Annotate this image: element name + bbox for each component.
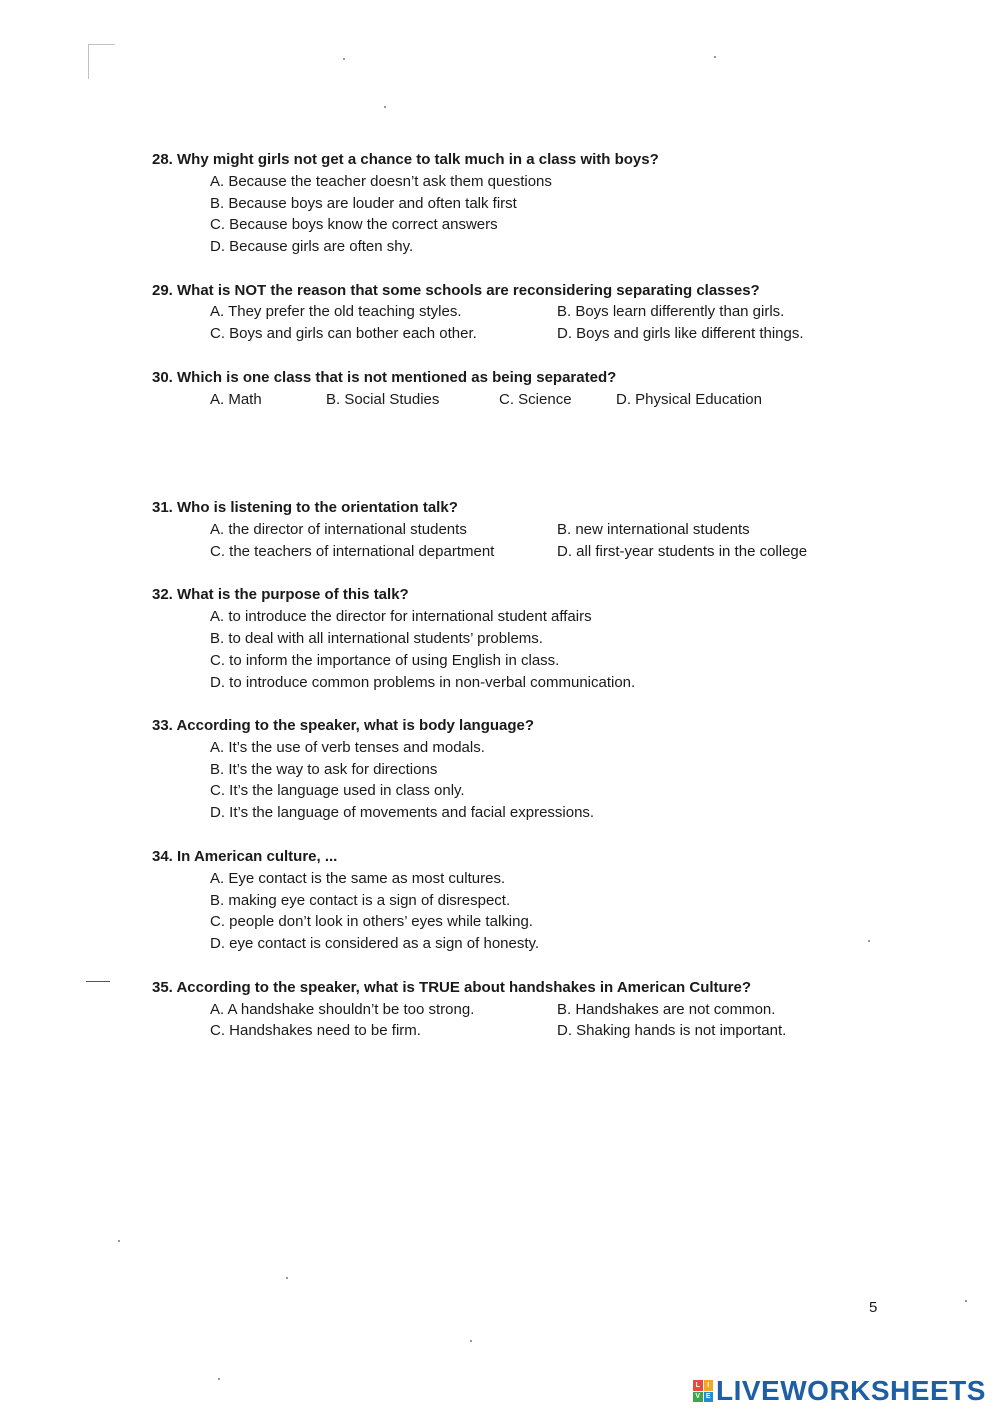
q28-option-d[interactable]: D. Because girls are often shy. [210, 238, 414, 255]
q35-option-b[interactable]: B. Handshakes are not common. [557, 1001, 776, 1018]
q30-option-d[interactable]: D. Physical Education [616, 391, 762, 408]
q32-option-a[interactable]: A. to introduce the director for international student affairs [210, 608, 592, 625]
scan-corner-mark [88, 44, 115, 79]
question-28: 28. Why might girls not get a chance to talk much in a class with boys? [152, 151, 659, 168]
question-31: 31. Who is listening to the orientation talk? [152, 499, 458, 516]
scan-speck [965, 1300, 967, 1302]
q30-option-c[interactable]: C. Science [499, 391, 572, 408]
q29-option-b[interactable]: B. Boys learn differently than girls. [557, 303, 785, 320]
scan-speck [868, 940, 870, 942]
q34-option-b[interactable]: B. making eye contact is a sign of disrespect. [210, 892, 511, 909]
q33-option-b[interactable]: B. It’s the way to ask for directions [210, 761, 438, 778]
q29-option-c[interactable]: C. Boys and girls can bother each other. [210, 325, 477, 342]
q28-option-a[interactable]: A. Because the teacher doesn’t ask them questions [210, 173, 552, 190]
q34-option-a[interactable]: A. Eye contact is the same as most cultures. [210, 870, 506, 887]
q34-option-c[interactable]: C. people don’t look in others’ eyes while talking. [210, 913, 533, 930]
scan-speck [118, 1240, 120, 1242]
q33-option-a[interactable]: A. It’s the use of verb tenses and modals. [210, 739, 485, 756]
page-number: 5 [869, 1299, 878, 1316]
scan-speck [218, 1378, 220, 1380]
q28-option-c[interactable]: C. Because boys know the correct answers [210, 216, 498, 233]
logo-letter: V [693, 1392, 703, 1403]
q32-option-d[interactable]: D. to introduce common problems in non-verbal communication. [210, 674, 636, 691]
question-29: 29. What is NOT the reason that some schools are reconsidering separating classes? [152, 282, 760, 299]
scan-speck [470, 1340, 472, 1342]
q31-option-a[interactable]: A. the director of international students [210, 521, 467, 538]
scan-dash-mark [86, 981, 110, 982]
scan-speck [384, 106, 386, 108]
question-32: 32. What is the purpose of this talk? [152, 586, 409, 603]
liveworksheets-logo-icon [693, 1380, 713, 1402]
q31-option-c[interactable]: C. the teachers of international department [210, 543, 495, 560]
q32-option-b[interactable]: B. to deal with all international students’ problems. [210, 630, 543, 647]
q33-option-d[interactable]: D. It’s the language of movements and facial expressions. [210, 804, 595, 821]
scan-speck [714, 56, 716, 58]
question-33: 33. According to the speaker, what is body language? [152, 717, 535, 734]
scan-speck [343, 58, 345, 60]
q29-option-d[interactable]: D. Boys and girls like different things. [557, 325, 804, 342]
question-35: 35. According to the speaker, what is TRUE about handshakes in American Culture? [152, 979, 752, 996]
q34-option-d[interactable]: D. eye contact is considered as a sign of honesty. [210, 935, 540, 952]
q35-option-a[interactable]: A. A handshake shouldn’t be too strong. [210, 1001, 475, 1018]
question-34: 34. In American culture, ... [152, 848, 338, 865]
q33-option-c[interactable]: C. It’s the language used in class only. [210, 782, 465, 799]
q32-option-c[interactable]: C. to inform the importance of using English in class. [210, 652, 560, 669]
q28-option-b[interactable]: B. Because boys are louder and often talk first [210, 195, 517, 212]
logo-letter: E [704, 1392, 714, 1403]
q30-option-b[interactable]: B. Social Studies [326, 391, 440, 408]
q31-option-d[interactable]: D. all first-year students in the college [557, 543, 808, 560]
q31-option-b[interactable]: B. new international students [557, 521, 750, 538]
logo-letter: L [693, 1380, 703, 1391]
logo-letter: I [704, 1380, 714, 1391]
q30-option-a[interactable]: A. Math [210, 391, 262, 408]
scan-speck [286, 1277, 288, 1279]
q35-option-c[interactable]: C. Handshakes need to be firm. [210, 1022, 421, 1039]
q35-option-d[interactable]: D. Shaking hands is not important. [557, 1022, 787, 1039]
q29-option-a[interactable]: A. They prefer the old teaching styles. [210, 303, 462, 320]
liveworksheets-brand[interactable] [693, 1376, 986, 1406]
question-30: 30. Which is one class that is not mentioned as being separated? [152, 369, 617, 386]
brand-name: LIVEWORKSHEETS [716, 1375, 986, 1406]
